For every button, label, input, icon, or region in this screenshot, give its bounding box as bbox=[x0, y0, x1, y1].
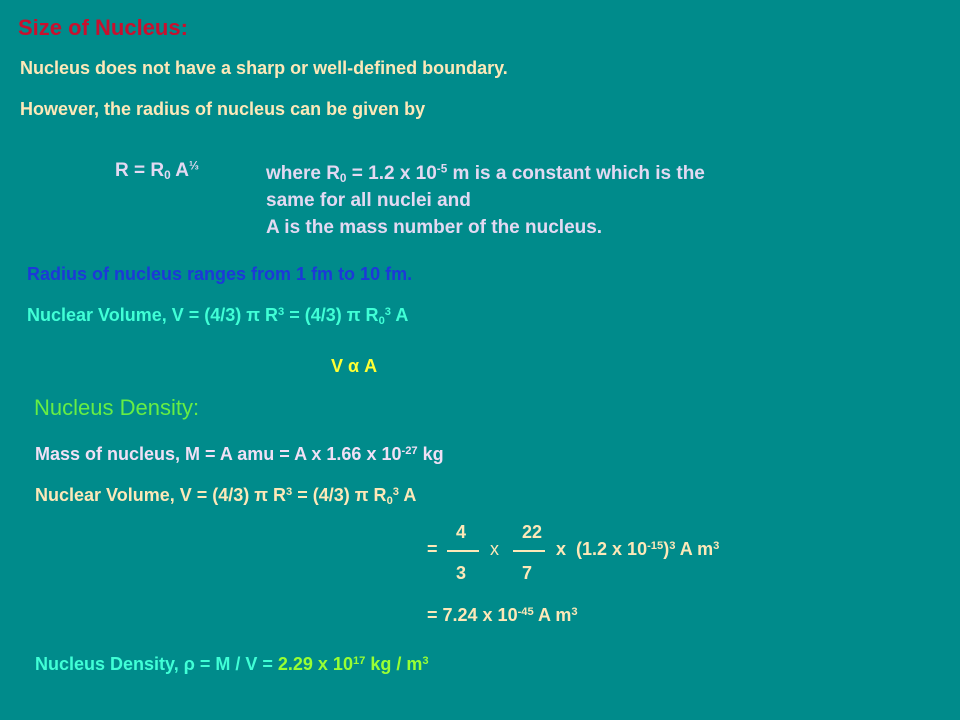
volume-result: = 7.24 x $10^{-45}$ A $m^3$ bbox=[427, 605, 578, 625]
fraction-equals: = bbox=[427, 539, 438, 559]
radius-formula: $R = R_0$ $A^{\frac{1}{3}}$ bbox=[115, 159, 199, 182]
fraction-1-bar bbox=[447, 550, 479, 552]
fraction-2-denominator: 7 bbox=[522, 563, 533, 583]
fraction-1-numerator: 4 bbox=[456, 522, 467, 542]
nuclear-volume-1: Nuclear Volume, V = (4/3) π $R^3 = (4/3)$ π $R_0^3$ A bbox=[27, 305, 409, 327]
fraction-times-1: x bbox=[490, 539, 499, 559]
fraction-1-denominator: 3 bbox=[456, 563, 467, 583]
size-title: Size of Nucleus: bbox=[18, 15, 188, 40]
where-line-3: A is the mass number of the nucleus. bbox=[266, 217, 603, 238]
fraction-2-bar bbox=[513, 550, 545, 552]
density-line: Nucleus Density, ρ = M / V = 2.29 x $10^{17}$ kg / $m^3$ bbox=[35, 654, 429, 674]
fraction-2-numerator: 22 bbox=[522, 522, 543, 542]
radius-range: Radius of nucleus ranges from 1 fm to 10 fm. bbox=[27, 264, 413, 284]
density-title: Nucleus Density: bbox=[34, 395, 200, 420]
where-line-1: where $R_0 = 1.2$ x $10^{-5}$ m is a constant which is the bbox=[266, 162, 705, 185]
mass-line: Mass of nucleus, M = A amu = A x 1.66 x $10^{-27}$ kg bbox=[35, 444, 444, 464]
fraction-rest: x (1.2 x $10^{-15})^3$ A $m^3$ bbox=[556, 539, 720, 559]
intro-line-1: Nucleus does not have a sharp or well-defined boundary. bbox=[20, 58, 508, 78]
intro-line-2: However, the radius of nucleus can be given by bbox=[20, 99, 426, 119]
where-line-2: same for all nuclei and bbox=[266, 190, 471, 211]
proportional-relation: V α A bbox=[331, 356, 378, 376]
density-value: 2.29 x $10^{17}$ kg / $m^3$ bbox=[277, 654, 429, 674]
where-block bbox=[266, 160, 705, 241]
nuclear-volume-2: Nuclear Volume, V = (4/3) π $R^3 = (4/3)$ π $R_0^3$ A bbox=[35, 485, 417, 507]
